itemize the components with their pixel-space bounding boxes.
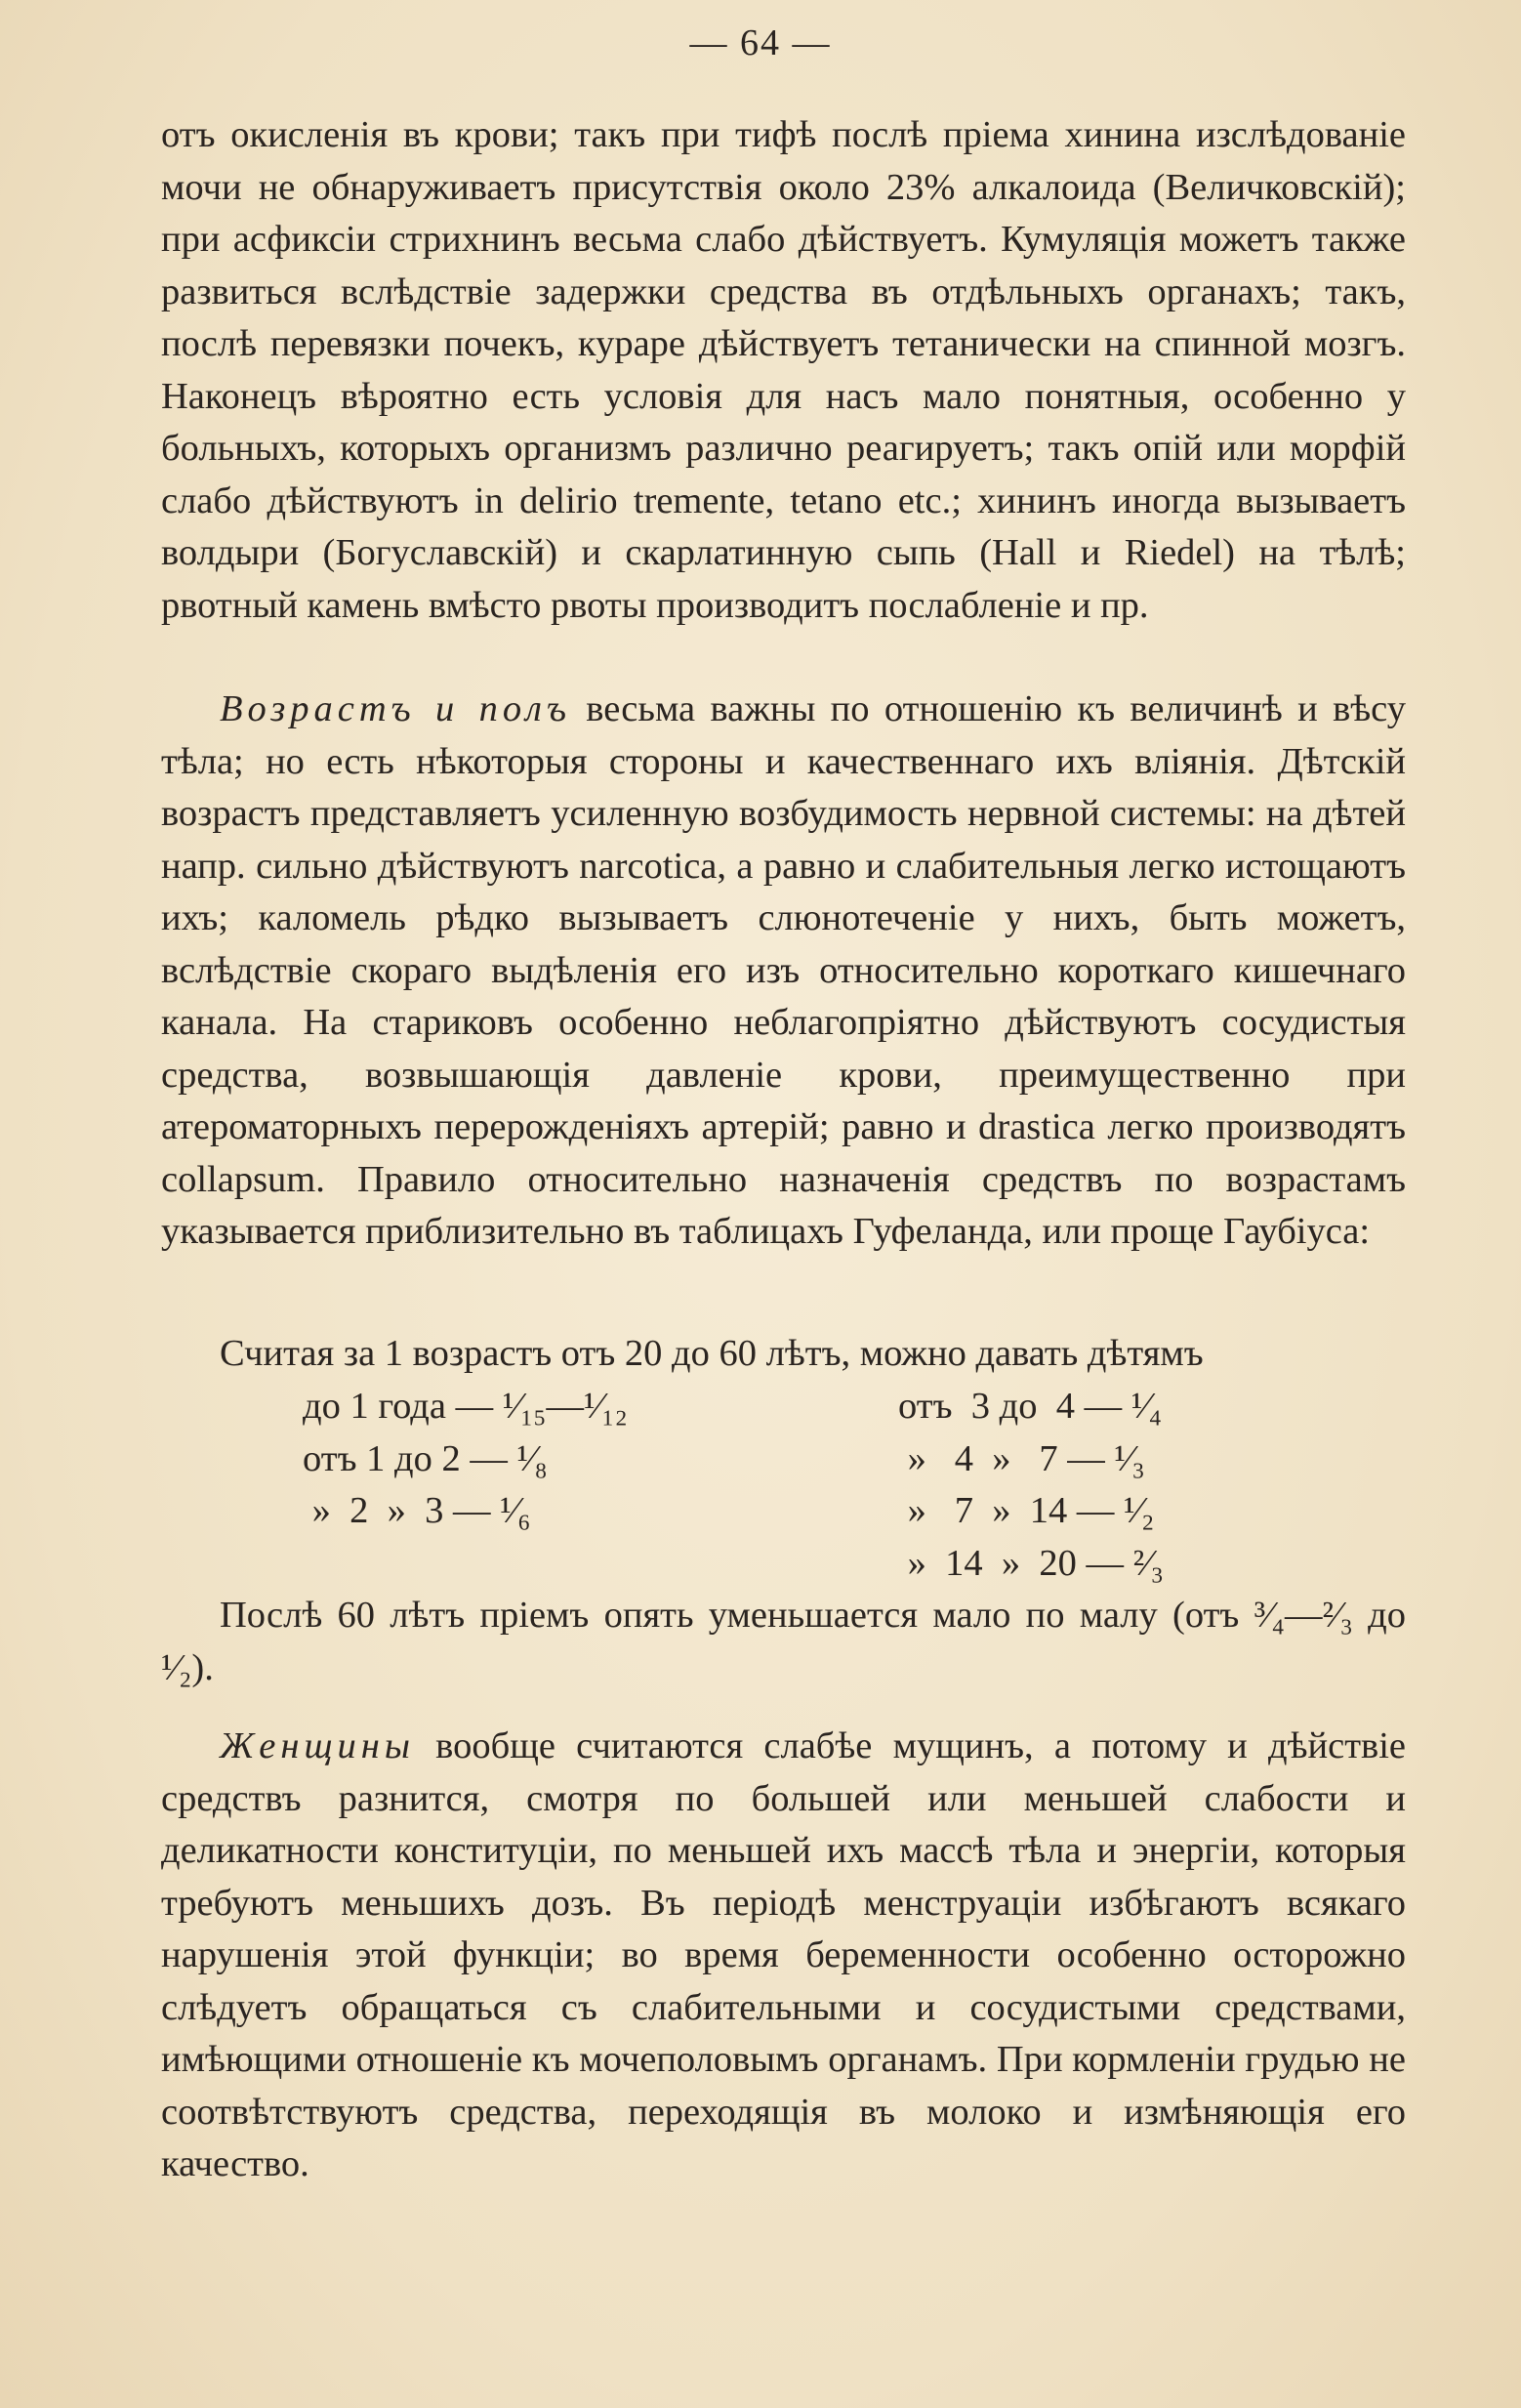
paragraph-women (161, 1721, 1406, 2191)
paragraph-lead-term: Возрастъ и полъ (220, 688, 571, 729)
dose-row: » 7 » 14 — ¹⁄₂ (898, 1490, 1155, 1531)
paragraph-continuation (161, 109, 1406, 632)
dose-table-intro (161, 1328, 1406, 1381)
dose-row: отъ 3 до 4 — ¹⁄₄ (898, 1386, 1163, 1427)
dose-row: » 2 » 3 — ¹⁄₆ (303, 1490, 531, 1531)
paragraph-elderly-dose (161, 1590, 1406, 1694)
paragraph-lead-term: Женщины (220, 1725, 415, 1766)
page-number: — 64 — (689, 22, 832, 63)
dose-table-intro-text: Считая за 1 возрастъ отъ 20 до 60 лѣтъ, можно давать дѣтямъ (220, 1333, 1204, 1374)
dose-row: отъ 1 до 2 — ¹⁄₈ (303, 1437, 548, 1479)
paragraph-text: Послѣ 60 лѣтъ пріемъ опять уменьшается мало по малу (отъ ³⁄₄—²⁄₃ до ¹⁄₂). (161, 1595, 1406, 1688)
dose-column-right (898, 1381, 1337, 1590)
paragraph-age-sex (161, 684, 1406, 1259)
dose-row: » 14 » 20 — ²⁄₃ (898, 1542, 1165, 1584)
paragraph-body (161, 684, 1406, 1259)
paragraph-text: вообще считаются слабѣе мущинъ, а потому и дѣйствіе средствъ разнится, смотря по большей или меньшей слабости и деликатности конституціи, по меньшей ихъ массѣ тѣла и энергіи, которыя требуютъ меньшихъ дозъ. Въ періодѣ менструаціи избѣгаютъ всякаго нарушенія этой функціи; во время беременности особенно осторожно слѣдуетъ обращаться съ слабительными и сосудистыми средствами, имѣющими отношеніе къ мочеполовымъ органамъ. При кормленіи грудью не соотвѣтствуютъ средства, переходящія въ молоко и измѣняющія его качество. (161, 1725, 1406, 2184)
dose-row: » 4 » 7 — ¹⁄₃ (898, 1437, 1145, 1479)
paragraph-text: весьма важны по отношенію къ величинѣ и вѣсу тѣла; но есть нѣкоторыя стороны и качественнаго ихъ вліянія. Дѣтскій возрастъ представляетъ усиленную возбудимость нервной системы: на дѣтей напр. сильно дѣйствуютъ narcotica, а равно и слабительныя легко истощаютъ ихъ; каломель рѣдко вызываетъ слюнотеченіе у нихъ, быть можетъ, вслѣдствіе скораго выдѣленія его изъ относительно короткаго кишечнаго канала. На стариковъ особенно неблагопріятно дѣйствуютъ сосудистыя средства, возвышающія давленіе крови, преимущественно при атероматорныхъ перерожденіяхъ артерій; равно и drastica легко производятъ collapsum. Правило относительно назначенія средствъ по возрастамъ указывается приблизительно въ таблицахъ Гуфеланда, или проще Гаубіуса: (161, 688, 1406, 1252)
paragraph-body (161, 1721, 1406, 2191)
dose-row: до 1 года — ¹⁄₁₅—¹⁄₁₂ (303, 1386, 628, 1427)
dose-column-left (303, 1381, 791, 1538)
paragraph-text: отъ окисленія въ крови; такъ при тифѣ послѣ пріема хинина изслѣдованіе мочи не обнаруживаетъ присутствія около 23% алкалоида (Величковскій); при асфиксіи стрихнинъ весьма слабо дѣйствуетъ. Кумуляція можетъ также развиться вслѣдствіе задержки средства въ отдѣльныхъ органахъ; такъ, послѣ перевязки почекъ, кураре дѣйствуетъ тетанически на спинной мозгъ. Наконецъ вѣроятно есть условія для насъ мало понятныя, особенно у больныхъ, которыхъ организмъ различно реагируетъ; такъ опій или морфій слабо дѣйствуютъ in delirio tremente, tetano etc.; хининъ иногда вызываетъ волдыри (Богуславскій) и скарлатинную сыпь (Hall и Riedel) на тѣлѣ; рвотный камень вмѣсто рвоты производитъ послабленіе и пр. (161, 114, 1406, 626)
